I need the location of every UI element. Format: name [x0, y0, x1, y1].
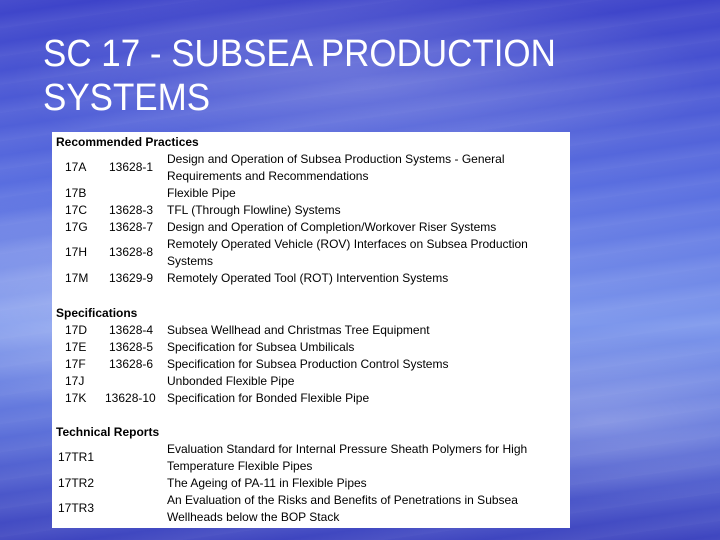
standards-table: [52, 132, 570, 528]
standard-description: Flexible Pipe: [167, 186, 236, 200]
iso-number: 13629-9: [109, 271, 154, 285]
slide-title: SC 17 - SUBSEA PRODUCTION SYSTEMS: [43, 33, 556, 119]
iso-number: 13628-6: [109, 357, 154, 371]
standard-description: Unbonded Flexible Pipe: [167, 374, 295, 388]
standard-description: Specification for Bonded Flexible Pipe: [167, 391, 370, 405]
standard-code: 17J: [65, 374, 85, 388]
standard-code: 17TR2: [58, 476, 95, 490]
standard-code: 17G: [65, 220, 88, 234]
standard-description: An Evaluation of the Risks and Benefits of Penetrations in Subsea Wellheads below the BOP Stack: [167, 493, 518, 524]
standard-description: Design and Operation of Subsea Production Systems - General Requirements and Recommendations: [167, 152, 505, 183]
iso-number: 13628-5: [109, 340, 154, 354]
section-heading-specifications: Specifications: [56, 306, 138, 320]
standard-code: 17TR3: [58, 501, 95, 515]
standard-description: Specification for Subsea Production Control Systems: [167, 357, 449, 371]
iso-number: 13628-4: [109, 323, 154, 337]
standard-description: The Ageing of PA-11 in Flexible Pipes: [167, 476, 367, 490]
standard-code: 17TR1: [58, 450, 95, 464]
iso-number: 13628-3: [109, 203, 154, 217]
standard-description: Specification for Subsea Umbilicals: [167, 340, 355, 354]
iso-number: 13628-7: [109, 220, 154, 234]
standard-code: 17K: [65, 391, 87, 405]
standard-description: Remotely Operated Tool (ROT) Intervention Systems: [167, 271, 449, 285]
section-heading-recommended-practices: Recommended Practices: [56, 135, 199, 149]
iso-number: 13628-8: [109, 245, 154, 259]
standard-code: 17A: [65, 160, 87, 174]
standard-description: Design and Operation of Completion/Workover Riser Systems: [167, 220, 497, 234]
standard-code: 17E: [65, 340, 87, 354]
standard-description: TFL (Through Flowline) Systems: [167, 203, 341, 217]
standard-description: Remotely Operated Vehicle (ROV) Interfaces on Subsea Production Systems: [167, 237, 528, 268]
iso-number: 13628-10: [105, 391, 156, 405]
standard-description: Evaluation Standard for Internal Pressure Sheath Polymers for High Temperature Flexible Pipes: [167, 442, 528, 473]
iso-number: 13628-1: [109, 160, 154, 174]
standard-code: 17B: [65, 186, 87, 200]
section-heading-technical-reports: Technical Reports: [56, 425, 160, 439]
standard-code: 17D: [65, 323, 88, 337]
standard-code: 17H: [65, 245, 88, 259]
standard-code: 17M: [65, 271, 89, 285]
standard-code: 17C: [65, 203, 88, 217]
standard-description: Subsea Wellhead and Christmas Tree Equipment: [167, 323, 430, 337]
standard-code: 17F: [65, 357, 86, 371]
